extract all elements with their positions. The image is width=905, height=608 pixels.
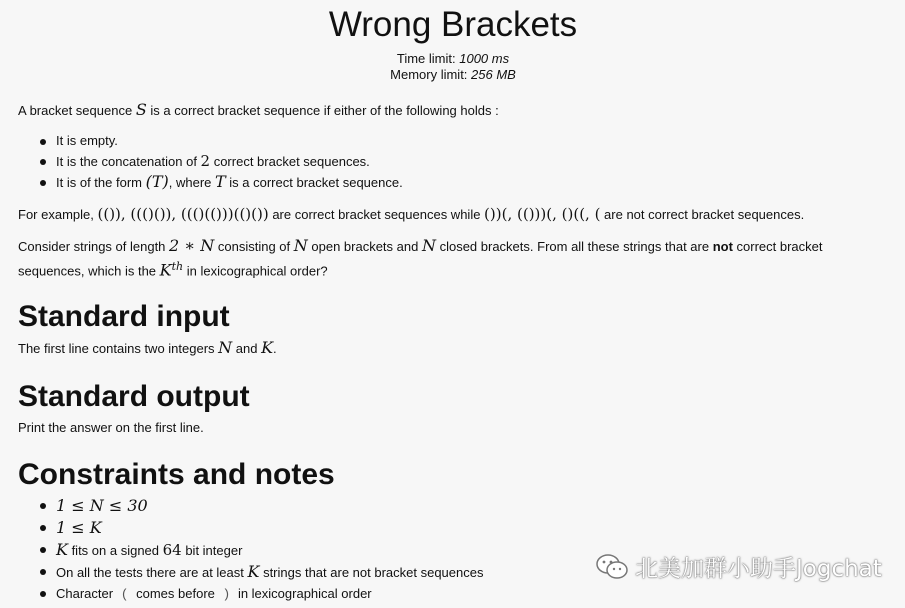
math-var-n: N [218,338,233,357]
example-paragraph [18,204,888,225]
code-close-bracket: ) [222,587,231,602]
time-limit-value: 1000 ms [459,51,510,66]
math-var-k: K [261,338,274,357]
problem-title: Wrong Brackets [328,5,578,44]
rule-text: It is empty. [56,133,118,148]
limits [18,51,888,83]
math-superscript: th [171,260,184,273]
constraint-text: strings that are not bracket sequences [259,565,484,580]
constraint-text: in lexicographical order [234,586,372,601]
constraint-k: 1 ≤ K [56,518,102,537]
watermark [595,550,882,583]
list-item [40,517,483,539]
constraint-text: comes before [132,586,219,601]
question-text: open brackets and [307,239,422,254]
math-number: 64 [162,541,182,559]
math-var-n: N [421,236,436,255]
time-limit-label: Time limit: [396,51,460,66]
question-text: correct bracket sequences, which is the [18,239,823,279]
math-var-k: K [247,562,260,581]
list-item [40,131,403,151]
example-text: are correct bracket sequences while [268,207,485,222]
intro-text: A bracket sequence [18,103,136,118]
standard-output-text: Print the answer on the first line. [18,420,204,435]
constraint-text: bit integer [181,543,243,558]
time-limit [18,51,888,67]
list-item [40,561,483,583]
standard-input-heading: Standard input [18,300,230,333]
example-text: are not correct bracket sequences. [600,207,805,222]
watermark-text: 北美加群小助手Jogchat [635,556,882,582]
input-text: and [232,341,262,356]
question-paragraph [18,236,878,281]
math-number: 2 [200,152,211,170]
math-expr: (T) [145,172,169,191]
rule-text: is a correct bracket sequence. [225,175,403,190]
list-item [40,151,403,172]
rules-list [40,131,403,193]
wechat-icon [595,553,629,581]
math-length: 2 ∗ N [169,236,215,255]
memory-limit-value: 256 MB [471,67,516,82]
standard-output-heading: Standard output [18,380,250,413]
constraints-list [40,495,483,605]
math-var-t: T [215,172,226,191]
standard-input-text [18,338,277,359]
input-text: . [273,341,277,356]
intro-paragraph [18,100,888,121]
rule-text: It is the concatenation of [56,154,201,169]
list-item [40,583,483,605]
memory-limit-label: Memory limit: [390,67,472,82]
constraint-text: Character [56,586,117,601]
memory-limit [18,67,888,83]
list-item [40,495,483,517]
input-text: The first line contains two integers [18,341,219,356]
question-text: in lexicographical order? [183,263,328,279]
rule-text: correct bracket sequences. [210,154,370,169]
math-var-k: K [159,260,172,280]
question-text: closed brackets. From all these strings that are [435,239,713,254]
rule-text: , where [168,175,215,190]
rule-text: It is of the form [56,175,146,190]
list-item [40,539,483,561]
math-var-n: N [293,236,308,255]
constraint-text: fits on a signed [67,543,163,558]
intro-text-2: is a correct bracket sequence if either of the following holds : [146,103,499,118]
question-text: consisting of [214,239,294,254]
incorrect-examples: ())(, (()))(, ()((, ( [484,205,601,223]
constraints-heading: Constraints and notes [18,458,335,491]
code-open-bracket: ( [120,587,129,602]
constraint-text: On all the tests there are at least [56,565,248,580]
math-var-s: S [135,100,147,119]
example-text: For example, [18,207,98,222]
emphasis-not: not [712,239,733,254]
list-item [40,172,403,193]
constraint-n: 1 ≤ N ≤ 30 [56,496,148,515]
correct-examples: (()), ((()()), ((()(()))(()()) [97,205,269,223]
question-text: Consider strings of length [18,239,170,254]
math-var-k: K [56,540,68,559]
